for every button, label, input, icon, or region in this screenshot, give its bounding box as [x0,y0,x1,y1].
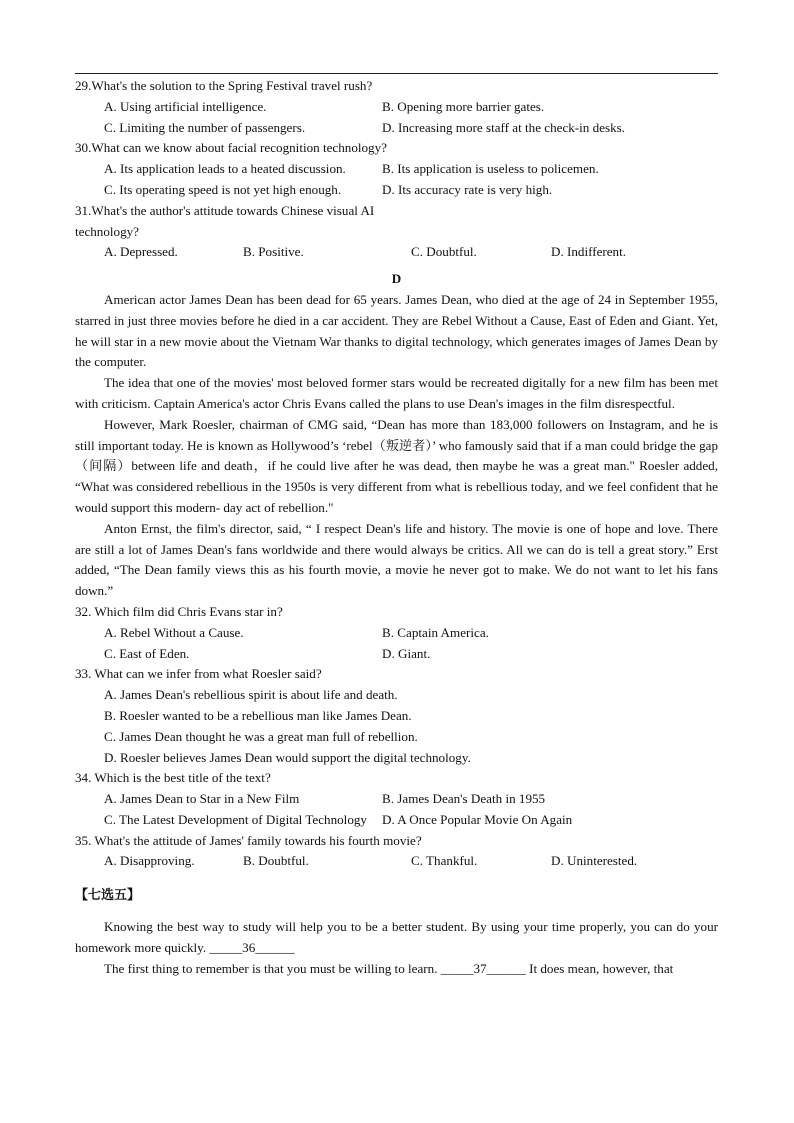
section-paragraph-2: The first thing to remember is that you must be willing to learn. _____37______ It does mean, however, that [104,960,674,976]
question-33-option-c: C. James Dean thought he was a great man full of rebellion. [104,728,418,744]
question-30-option-c: C. Its operating speed is not yet high enough. [104,181,342,197]
question-33-option-b: B. Roesler wanted to be a rebellious man like James Dean. [104,707,412,723]
question-32-option-a: A. Rebel Without a Cause. [104,624,244,640]
question-30-option-d: D. Its accuracy rate is very high. [382,181,553,197]
question-29-option-a: A. Using artificial intelligence. [104,98,267,114]
question-32-option-d: D. Giant. [382,645,431,661]
question-35-option-a: A. Disapproving. [104,853,195,869]
section-title: 【七选五】 [75,888,141,904]
question-34-option-b: B. James Dean's Death in 1955 [382,791,546,807]
passage-d-paragraph-2: The idea that one of the movies' most beloved former stars would be recreated digitally for a new film has been met with criticism. Captain America's actor Chris Evans called the plans to use Dean's images in the film disrespectful. [75,375,718,411]
question-32-options-row-1 [75,623,718,644]
question-35-option-b: B. Doubtful. [243,853,309,869]
passage-d-paragraph-1: American actor James Dean has been dead for 65 years. James Dean, who died at the age of 24 in September 1955, starred in just three movies before he died in a car accident. They are Rebel Without a Cause, East of Eden and Giant. Yet, he will star in a new movie about the Vietnam War thanks to digital technology, which generates images of James Dean by the computer. [75,291,718,370]
question-29-options-row-2 [75,118,718,139]
page-content [75,76,718,979]
question-31-options [75,242,718,263]
question-30-option-a: A. Its application leads to a heated discussion. [104,161,346,177]
question-31-option-a: A. Depressed. [104,244,178,260]
passage-d-paragraph-4: Anton Ernst, the film's director, said, “ I respect Dean's life and history. The movie is one of hope and love. There are still a lot of James Dean's fans worldwide and there would always be critics. All we can do is tell a great story.” Erst added, “The Dean family views this as his fourth movie, a movie he never got to make. We do not want to let his fans down.” [75,520,718,599]
question-33-option-d: D. Roesler believes James Dean would support the digital technology. [104,749,471,765]
header-rule [75,73,718,74]
question-34-options-row-1 [75,789,718,810]
question-31-option-c: C. Doubtful. [411,244,477,260]
question-30-stem: 30.What can we know about facial recognition technology? [75,140,387,156]
question-34-option-a: A. James Dean to Star in a New Film [104,791,300,807]
question-31-option-b: B. Positive. [243,244,304,260]
question-34-stem: 34. Which is the best title of the text? [75,770,271,786]
question-30-option-b: B. Its application is useless to policemen. [382,161,599,177]
question-29-stem: 29.What's the solution to the Spring Festival travel rush? [75,78,373,93]
question-35-stem: 35. What's the attitude of James' family towards his fourth movie? [75,832,422,848]
question-31-stem-line-2: technology? [75,223,139,239]
question-32-options-row-2 [75,644,718,665]
question-35-option-d: D. Uninterested. [551,853,638,869]
question-29-option-c: C. Limiting the number of passengers. [104,119,306,135]
question-31-option-d: D. Indifferent. [551,244,627,260]
passage-d-paragraph-3: However, Mark Roesler, chairman of CMG said, “Dean has more than 183,000 followers on Instagram, and he is still important today. He is known as Hollywood’s ‘rebel（叛逆者）’ who famously said that if a man could bridge the gap（间隔）between life and death，if he could live after he was dead, then maybe he was a great man." Roesler added, “What was considered rebellious in the 1950s is very different from what is rebellious today, and we feel confident that he would support this modern- day act of rebellion." [75,416,718,515]
question-33-stem: 33. What can we infer from what Roesler said? [75,666,322,682]
passage-d-heading: D [391,271,402,287]
question-33-option-a: A. James Dean's rebellious spirit is about life and death. [104,687,398,703]
question-30-options-row-1 [75,159,718,180]
question-34-options-row-2 [75,810,718,831]
question-35-options [75,851,718,872]
question-32-stem: 32. Which film did Chris Evans star in? [75,603,283,619]
question-32-option-b: B. Captain America. [382,624,489,640]
section-paragraph-1: Knowing the best way to study will help you to be a better student. By using your time properly, you can do your homework more quickly. _____36______ [75,919,718,955]
question-34-option-d: D. A Once Popular Movie On Again [382,811,573,827]
question-31-stem-line-1: 31.What's the author's attitude towards Chinese visual AI [75,202,375,218]
question-34-option-c: C. The Latest Development of Digital Technology [104,811,367,827]
question-30-options-row-2 [75,180,718,201]
question-32-option-c: C. East of Eden. [104,645,190,661]
question-29-option-b: B. Opening more barrier gates. [382,98,545,114]
question-29-option-d: D. Increasing more staff at the check-in desks. [382,119,625,135]
question-29-options-row-1 [75,97,718,118]
question-35-option-c: C. Thankful. [411,853,478,869]
